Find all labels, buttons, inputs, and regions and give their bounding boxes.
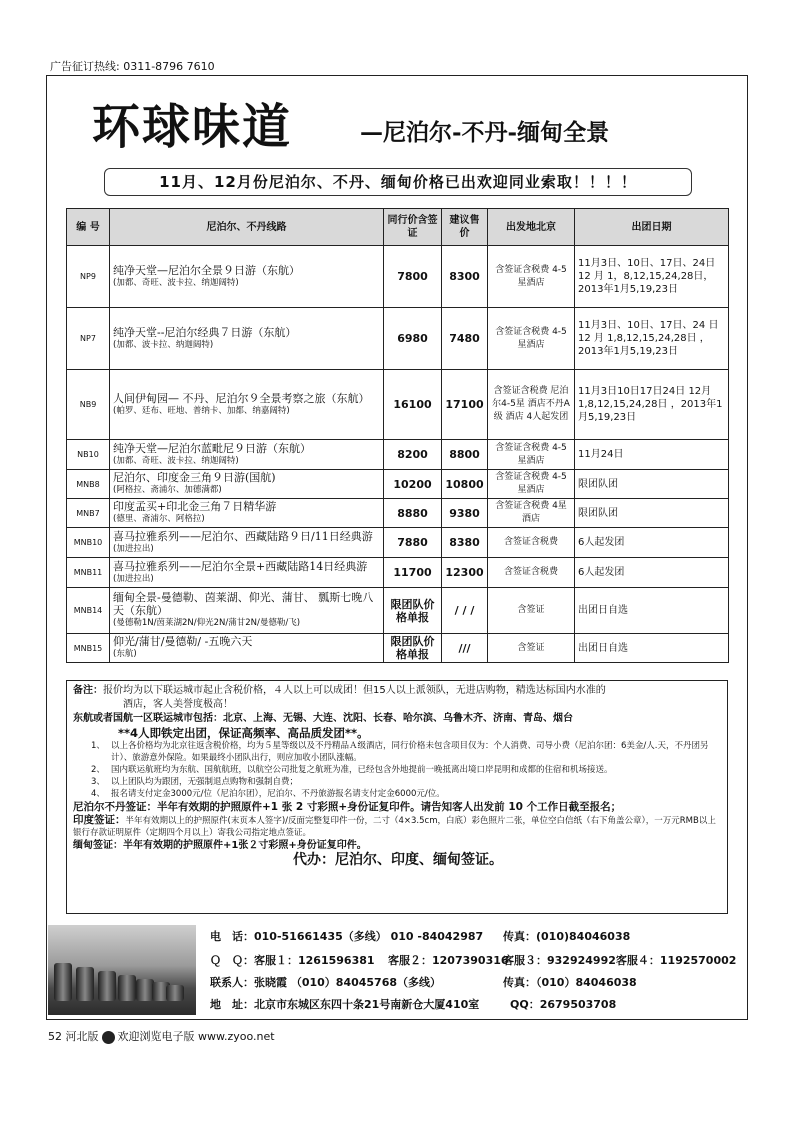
note-list — [73, 740, 723, 800]
table-header-row — [67, 209, 729, 246]
departure-info: 含签证含税费 4-5星酒店 — [488, 246, 575, 308]
route-cell — [110, 634, 384, 663]
route-title: 纯净天堂—尼泊尔全景９日游（东航） — [113, 263, 300, 277]
remark-label: 备注： — [73, 685, 103, 696]
brand-subtitle: —尼泊尔-不丹-缅甸全景 — [360, 119, 610, 146]
route-cell — [110, 370, 384, 440]
suggest-price: 10800 — [442, 470, 488, 499]
route-title: 印度孟买+印北金三角７日精华游 — [113, 500, 277, 513]
footer-link[interactable]: 欢迎浏览电子版 www.zyoo.net — [117, 1030, 275, 1043]
route-title: 纯净天堂—尼泊尔蓝毗尼９日游（东航） — [113, 441, 311, 455]
fax-number: (010)84046038 — [536, 930, 631, 943]
peer-price: 8200 — [384, 440, 442, 470]
phone-number: 010-51661435（多线） 010 -84042987 — [254, 930, 484, 943]
route-cell — [110, 440, 384, 470]
departure-info: 含签证含税费 4-5星酒店 — [488, 440, 575, 470]
suggest-price: / / / — [442, 588, 488, 634]
table-row — [67, 440, 729, 470]
departure-dates: 11月3日10日17日24日 12月1,8,12,15,24,28日 ，2013年1月5,19,23日 — [575, 370, 729, 440]
route-code: MNB10 — [67, 528, 110, 558]
table-row — [67, 528, 729, 558]
route-detail: (曼德勒1N/茵莱湖2N/仰光2N/蒲甘2N/曼德勒/飞) — [113, 618, 301, 628]
route-code: MNB11 — [67, 558, 110, 588]
departure-dates: 限团队团 — [575, 470, 729, 499]
route-code: MNB8 — [67, 470, 110, 499]
departure-info: 含签证 — [488, 634, 575, 663]
route-title: 仰光/蒲甘/曼德勒/ -五晚六天 — [113, 635, 253, 648]
suggest-price: /// — [442, 634, 488, 663]
page-footer — [48, 1028, 275, 1044]
departure-dates: 限团队团 — [575, 499, 729, 528]
fax-label: 传真： — [503, 930, 536, 943]
suggest-price: 7480 — [442, 308, 488, 370]
table-row — [67, 246, 729, 308]
route-code: MNB15 — [67, 634, 110, 663]
notes-section — [73, 684, 723, 867]
peer-price: 10200 — [384, 470, 442, 499]
table-row — [67, 470, 729, 499]
list-item: 1、 以上各价格均为北京往返含税价格，均为５星等级以及不丹精品Ａ级酒店，同行价格未包含项目仅为：个人消费、司导小费（尼泊尔团：6美金/人.天，不丹团另计）、旅游意外保险。如果最终小团队出行，则应加收小团队涨幅。 — [91, 741, 709, 763]
remark-text: 报价均为以下联运城市起止含税价格，４人以上可以成团！但15人以上派领队，无进店购物，精选达标国内水准的 — [103, 685, 606, 696]
peer-price: 限团队价格单报 — [384, 634, 442, 663]
departure-dates: 6人起发团 — [575, 528, 729, 558]
route-detail: (加都、波卡拉、纳迦阔特) — [113, 339, 214, 350]
peer-price: 7880 — [384, 528, 442, 558]
suggest-price: 8380 — [442, 528, 488, 558]
visa-agent: 代办：尼泊尔、印度、缅甸签证。 — [293, 852, 503, 868]
route-detail: (加都、奇旺、波卡拉、纳迦阔特) — [113, 455, 239, 466]
route-title: 尼泊尔、印度金三角９日游(国航) — [113, 471, 276, 484]
promo-banner: 11月、12月份尼泊尔、不丹、缅甸价格已出欢迎同业索取！！！！ — [104, 168, 692, 196]
route-detail: (东航) — [113, 649, 137, 659]
departure-info: 含签证 — [488, 588, 575, 634]
route-detail: (加都、奇旺、波卡拉、纳迦阔特) — [113, 277, 239, 288]
route-code: MNB7 — [67, 499, 110, 528]
departure-dates: 出团日自选 — [575, 588, 729, 634]
route-cell — [110, 308, 384, 370]
route-title: 喜马拉雅系列——尼泊尔、西藏陆路９日/11日经典游 — [113, 529, 373, 543]
table-row — [67, 558, 729, 588]
route-title: 人间伊甸园— 不丹、尼泊尔９全景考察之旅（东航） — [113, 391, 370, 405]
peer-price: 6980 — [384, 308, 442, 370]
departure-info: 含签证含税费 4-5星酒店 — [488, 308, 575, 370]
departure-dates: 出团日自选 — [575, 634, 729, 663]
route-code: NB9 — [67, 370, 110, 440]
qq-main-label: QQ： — [510, 998, 540, 1011]
qq-main: 2679503708 — [539, 998, 617, 1011]
route-detail: (阿格拉、斋浦尔、加德满都) — [113, 485, 222, 495]
visa-india-text: 半年有效期以上的护照原件(末页本人签字)/反面完整复印件一份，二寸（4×3.5cm，白底）彩色照片二张，单位空白信纸（右下角盖公章），一万元RMB以上银行存款证明原件（定期四个月以上）寄我公司指定地点签证。 — [73, 816, 716, 838]
departure-info: 含签证含税费 尼泊尔4-5星 酒店不丹A级 酒店 4人起发团 — [488, 370, 575, 440]
suggest-price: 8800 — [442, 440, 488, 470]
route-detail: (德里、斋浦尔、阿格拉) — [113, 514, 205, 524]
page-number: 52 河北版 — [48, 1030, 99, 1043]
route-cell — [110, 588, 384, 634]
table-row — [67, 634, 729, 663]
table-row — [67, 499, 729, 528]
table-row — [67, 370, 729, 440]
ad-hotline: 广告征订热线: 0311-8796 7610 — [50, 60, 215, 73]
header-code: 编 号 — [67, 209, 110, 246]
departure-info: 含签证含税费 — [488, 528, 575, 558]
prayer-wheels-photo — [48, 925, 196, 1015]
route-detail: (加进拉出) — [113, 543, 154, 554]
suggest-price: 9380 — [442, 499, 488, 528]
cities-line: 东航或者国航一区联运城市包括：北京、上海、无锡、大连、沈阳、长春、哈尔滨、乌鲁木齐、济南、青岛、烟台 — [73, 713, 573, 724]
route-title: 喜马拉雅系列——尼泊尔全景+西藏陆路14日经典游 — [113, 559, 368, 573]
route-table — [66, 208, 729, 663]
peer-price: 16100 — [384, 370, 442, 440]
header-dates: 出团日期 — [575, 209, 729, 246]
visa-myanmar: 缅甸签证：半年有效期的护照原件+1张２寸彩照+身份证复印件。 — [73, 840, 367, 851]
header-departure: 出发地北京 — [488, 209, 575, 246]
suggest-price: 12300 — [442, 558, 488, 588]
route-code: NP9 — [67, 246, 110, 308]
visa-nepal: 尼泊尔不丹签证：半年有效期的护照原件+1 张 2 寸彩照+身份证复印件。请告知客人出发前 10 个工作日截至报名； — [73, 801, 622, 813]
header-peer-price: 同行价含签证 — [384, 209, 442, 246]
fax2-label: 传真： — [503, 976, 536, 989]
qq-service-3: 客服３：932924992客服４：1192570002 — [503, 954, 737, 967]
visa-india-label: 印度签证： — [73, 814, 126, 826]
departure-dates: 11月3日、10日、17日、24 日 12 月 1,8,12,15,24,28日 ，2013年1月5,19,23日 — [575, 308, 729, 370]
route-title: 纯净天堂--尼泊尔经典７日游（东航） — [113, 325, 297, 339]
peer-price: 限团队价格单报 — [384, 588, 442, 634]
table-row — [67, 588, 729, 634]
route-cell — [110, 499, 384, 528]
logo-icon — [102, 1031, 115, 1044]
departure-dates: 11月24日 — [575, 440, 729, 470]
route-cell — [110, 246, 384, 308]
departure-info: 含签证含税费 4星酒店 — [488, 499, 575, 528]
phone-label: 电 话： — [210, 930, 254, 943]
route-detail: (帕罗、廷布、旺地、普纳卡、加都、纳嘉阔特) — [113, 405, 290, 416]
departure-dates: 11月3日、10日、17日、24日 12 月 1，8,12,15,24,28日，2013年1月5,19,23日 — [575, 246, 729, 308]
route-code: NP7 — [67, 308, 110, 370]
route-cell — [110, 470, 384, 499]
brand-title: 环球味道 — [92, 99, 293, 155]
slogan: **4人即铁定出团，保证高频率、高品质发团**。 — [118, 726, 369, 740]
departure-dates: 6人起发团 — [575, 558, 729, 588]
route-cell — [110, 558, 384, 588]
peer-price: 8880 — [384, 499, 442, 528]
list-item: 3、 以上团队均为跟团，无强制退点购物和强制自费； — [91, 777, 299, 787]
header-route: 尼泊尔、不丹线路 — [110, 209, 384, 246]
route-code: NB10 — [67, 440, 110, 470]
route-code: MNB14 — [67, 588, 110, 634]
departure-info: 含签证含税费 4-5星酒店 — [488, 470, 575, 499]
contact-person-label: 联系人： — [210, 976, 254, 989]
route-cell — [110, 528, 384, 558]
route-detail: (加进拉出) — [113, 573, 154, 584]
suggest-price: 17100 — [442, 370, 488, 440]
qq-service-1: 客服１：1261596381 — [254, 954, 375, 967]
address: 北京市东城区东四十条21号南新仓大厦410室 — [254, 998, 480, 1011]
fax2-number: （010）84046038 — [536, 976, 637, 989]
contact-person: 张晓霞 （010）84045768（多线） — [254, 976, 442, 989]
qq-service-2: 客服２：1207390316 — [388, 954, 509, 967]
list-item: 2、 国内联运航班均为东航、国航航班，以航空公司批复之航班为准，已经包含外地提前一晚抵离出境口岸昆明和成都的住宿和机场接送。 — [91, 765, 613, 775]
suggest-price: 8300 — [442, 246, 488, 308]
address-label: 地 址： — [210, 998, 254, 1011]
departure-info: 含签证含税费 — [488, 558, 575, 588]
list-item: 4、 报名请支付定金3000元/位（尼泊尔团），尼泊尔、不丹旅游报名请支付定金6000元/位。 — [91, 789, 445, 799]
table-row — [67, 308, 729, 370]
header-suggest-price: 建议售价 — [442, 209, 488, 246]
peer-price: 7800 — [384, 246, 442, 308]
qq-label: Ｑ Ｑ： — [210, 954, 254, 967]
remark-text-2: 酒店，客人美誉度极高！ — [123, 699, 233, 710]
route-title: 缅甸全景-曼德勒、茵莱湖、仰光、蒲甘、 瓢斯七晚八天（东航） — [113, 591, 374, 617]
peer-price: 11700 — [384, 558, 442, 588]
